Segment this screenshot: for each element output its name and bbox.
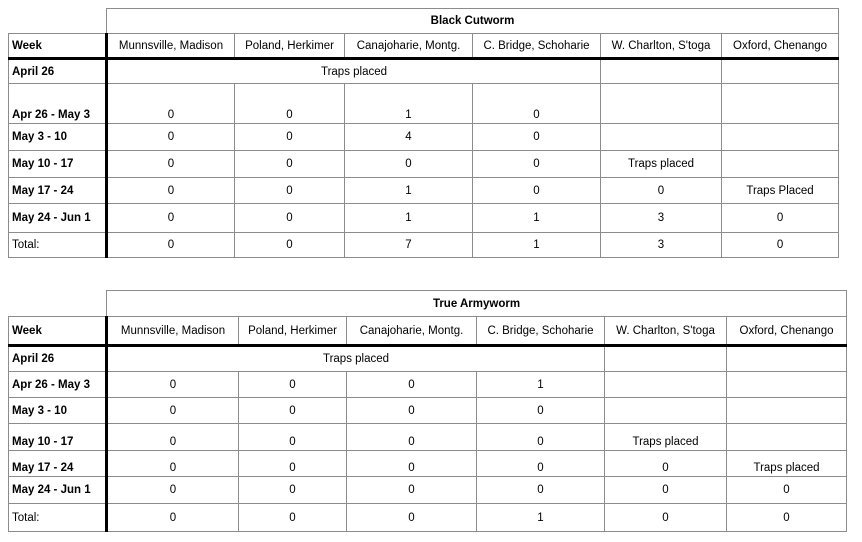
table-cell [727, 372, 847, 398]
column-header: Canajoharie, Montg. [347, 317, 477, 346]
table-cell: 0 [727, 477, 847, 504]
table-cell [605, 346, 727, 372]
table-cell: 0 [477, 451, 605, 477]
table-cell [601, 124, 722, 151]
table-cell: 3 [601, 233, 722, 258]
table-cell: 1 [345, 204, 473, 233]
column-header: Munnsville, Madison [107, 34, 235, 59]
table-cell: 0 [601, 178, 722, 204]
header-row [9, 34, 839, 59]
table-cell: 1 [477, 504, 605, 532]
table-cell: 0 [347, 504, 477, 532]
table-cell: 0 [239, 372, 347, 398]
table-cell: 0 [107, 504, 239, 532]
week-header: Week [9, 34, 107, 59]
table-cell: 0 [722, 204, 839, 233]
table-cell [605, 398, 727, 424]
table-row [9, 424, 847, 451]
table-cell: 0 [235, 84, 345, 124]
black-cutworm-table [8, 8, 839, 258]
week-label: Apr 26 - May 3 [9, 372, 107, 398]
table-row [9, 124, 839, 151]
table-cell: 0 [107, 477, 239, 504]
table-cell: 0 [235, 151, 345, 178]
table-row [9, 151, 839, 178]
table-cell [605, 372, 727, 398]
week-label: Apr 26 - May 3 [9, 84, 107, 124]
traps-placed-cell: Traps placed [107, 59, 601, 84]
table-title-row [9, 9, 839, 34]
column-header: W. Charlton, S'toga [605, 317, 727, 346]
column-header: Poland, Herkimer [239, 317, 347, 346]
table-title: True Armyworm [107, 291, 847, 317]
table-cell [722, 84, 839, 124]
table-cell: 0 [477, 424, 605, 451]
table-cell: 0 [605, 451, 727, 477]
table-cell: 0 [235, 204, 345, 233]
table-cell: 0 [235, 233, 345, 258]
column-header: C. Bridge, Schoharie [473, 34, 601, 59]
column-header: Poland, Herkimer [235, 34, 345, 59]
table-row [9, 233, 839, 258]
table-cell: 0 [239, 424, 347, 451]
column-header: Canajoharie, Montg. [345, 34, 473, 59]
week-label: May 3 - 10 [9, 398, 107, 424]
table-cell: 1 [345, 84, 473, 124]
column-header: Oxford, Chenango [722, 34, 839, 59]
table-cell: 0 [107, 151, 235, 178]
table-cell: 0 [235, 124, 345, 151]
table-cell [727, 346, 847, 372]
table-row [9, 178, 839, 204]
table-row [9, 59, 839, 84]
table-cell: Traps Placed [722, 178, 839, 204]
table-cell: 0 [473, 178, 601, 204]
table-cell [722, 151, 839, 178]
table-cell: 0 [473, 124, 601, 151]
table-cell: 7 [345, 233, 473, 258]
table-row [9, 346, 847, 372]
table-cell: 1 [473, 233, 601, 258]
column-header: Oxford, Chenango [727, 317, 847, 346]
table-cell: 1 [345, 178, 473, 204]
table-title: Black Cutworm [107, 9, 839, 34]
table-cell: 3 [601, 204, 722, 233]
traps-placed-cell: Traps placed [107, 346, 605, 372]
week-label: May 3 - 10 [9, 124, 107, 151]
table-cell: 0 [347, 424, 477, 451]
table-cell: 0 [722, 233, 839, 258]
table-cell [727, 398, 847, 424]
total-label: Total: [9, 233, 107, 258]
table-cell: 0 [347, 398, 477, 424]
table-cell: 0 [107, 178, 235, 204]
table-cell [722, 59, 839, 84]
table-row [9, 504, 847, 532]
table-cell: 0 [239, 398, 347, 424]
table-cell: 0 [235, 178, 345, 204]
table-cell: 0 [347, 477, 477, 504]
table-cell: 0 [473, 84, 601, 124]
table-cell: 0 [107, 372, 239, 398]
table-cell: 0 [107, 233, 235, 258]
table-cell: 0 [107, 398, 239, 424]
week-label: May 17 - 24 [9, 178, 107, 204]
total-label: Total: [9, 504, 107, 532]
table-cell: 0 [107, 124, 235, 151]
table-cell: 0 [345, 151, 473, 178]
true-armyworm-table [8, 290, 847, 532]
table-cell: 0 [347, 451, 477, 477]
header-row [9, 317, 847, 346]
table-cell: 1 [477, 372, 605, 398]
table-cell: 1 [473, 204, 601, 233]
table-cell: Traps placed [601, 151, 722, 178]
table-row [9, 477, 847, 504]
table-cell [601, 84, 722, 124]
week-label: May 17 - 24 [9, 451, 107, 477]
table-cell: 0 [107, 451, 239, 477]
table-cell: 0 [347, 372, 477, 398]
table-cell: 0 [239, 451, 347, 477]
table-row [9, 84, 839, 124]
table-cell [727, 424, 847, 451]
table-cell: 0 [605, 477, 727, 504]
week-label: April 26 [9, 59, 107, 84]
week-label: May 24 - Jun 1 [9, 204, 107, 233]
table-cell: 0 [727, 504, 847, 532]
week-label: May 10 - 17 [9, 424, 107, 451]
table-title-row [9, 291, 847, 317]
table-cell: Traps placed [727, 451, 847, 477]
table-cell: 0 [239, 504, 347, 532]
column-header: Munnsville, Madison [107, 317, 239, 346]
table-row [9, 204, 839, 233]
table-row [9, 372, 847, 398]
table-row [9, 398, 847, 424]
week-header: Week [9, 317, 107, 346]
table-cell: 0 [473, 151, 601, 178]
week-label: May 24 - Jun 1 [9, 477, 107, 504]
week-label: April 26 [9, 346, 107, 372]
week-label: May 10 - 17 [9, 151, 107, 178]
table-cell [601, 59, 722, 84]
table-cell: 0 [605, 504, 727, 532]
table-cell: 0 [107, 84, 235, 124]
table-cell: Traps placed [605, 424, 727, 451]
table-cell: 0 [477, 398, 605, 424]
table-cell: 0 [477, 477, 605, 504]
table-row [9, 451, 847, 477]
table-cell: 0 [107, 424, 239, 451]
column-header: W. Charlton, S'toga [601, 34, 722, 59]
column-header: C. Bridge, Schoharie [477, 317, 605, 346]
table-cell: 4 [345, 124, 473, 151]
table-cell: 0 [107, 204, 235, 233]
table-cell: 0 [239, 477, 347, 504]
table-cell [722, 124, 839, 151]
